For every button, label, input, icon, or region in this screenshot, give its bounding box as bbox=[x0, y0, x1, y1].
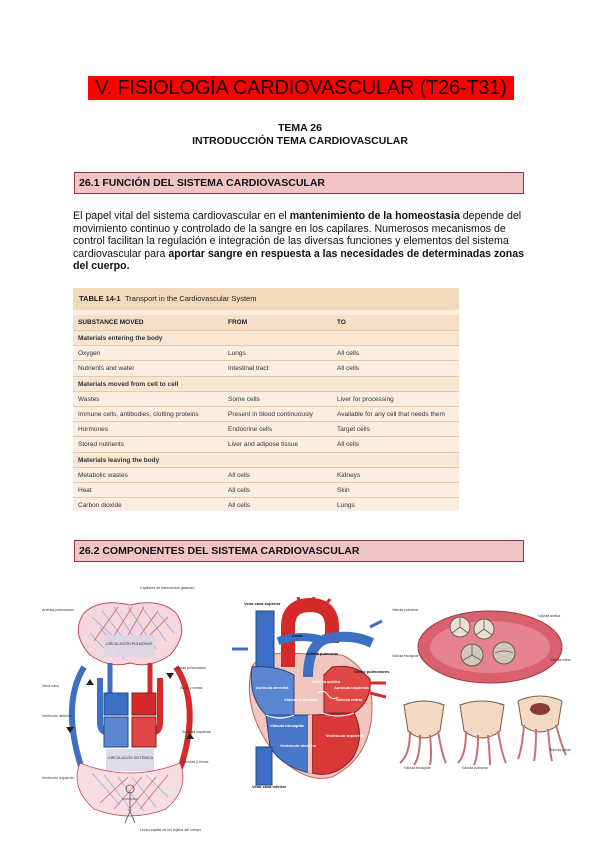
label-valvula-mitral: Válvula mitral bbox=[550, 658, 571, 662]
table-row bbox=[73, 361, 459, 376]
table-group-row bbox=[73, 331, 459, 346]
table-caption: Transport in the Cardiovascular System bbox=[125, 294, 257, 303]
table-cell: Liver for processing bbox=[337, 395, 394, 403]
label-auricula-der: Aurícula derecha bbox=[256, 685, 289, 690]
heart-anatomy-diagram bbox=[222, 597, 390, 790]
table-cell: Available for any cell that needs them bbox=[337, 411, 445, 418]
table-cell: Kidneys bbox=[337, 471, 361, 479]
table-cell: Heat bbox=[78, 487, 92, 494]
label-ventriculo-der: Ventrículo derecho bbox=[42, 714, 72, 718]
table-cell: Skin bbox=[337, 487, 350, 494]
table-cell: Carbon dioxide bbox=[78, 502, 122, 510]
mitral-valve bbox=[493, 642, 515, 664]
paragraph-bold: aportar sangre en respuesta a las necesidades de determinadas zonas del cuerpo. bbox=[73, 247, 525, 273]
label-auricula-izq: Aurícula izquierda bbox=[334, 685, 369, 690]
label-ventriculo-izq: Ventrículo izquierdo bbox=[42, 776, 74, 780]
table-cell: Materials moved from cell to cell bbox=[78, 380, 179, 388]
table-cell: FROM bbox=[228, 319, 248, 326]
intro-paragraph bbox=[73, 210, 529, 273]
table-title-bar bbox=[73, 288, 459, 310]
document-title: V. FISIOLOGÍA CARDIOVASCULAR (T26-T31) bbox=[88, 76, 514, 100]
caption-valve-3: Válvula mitral bbox=[550, 748, 571, 752]
label-valvula-mitral: Válvula mitral bbox=[336, 697, 363, 702]
label-auricula-izq: Aurícula izquierda bbox=[182, 730, 211, 734]
table-row bbox=[73, 498, 459, 513]
label-venulas: Vénulas y venas bbox=[182, 760, 209, 764]
aortic-valve bbox=[474, 619, 494, 639]
pulmonary-valve bbox=[450, 617, 470, 637]
label-venas-pulmonares: Venas pulmonares bbox=[354, 669, 390, 674]
table-cell: All cells bbox=[337, 350, 360, 358]
caption-valve-2: Válvula pulmonar bbox=[462, 766, 489, 770]
paragraph-bold: mantenimiento de la homeostasia bbox=[289, 210, 460, 222]
tema-subtitle: INTRODUCCIÓN TEMA CARDIOVASCULAR bbox=[192, 135, 408, 147]
table-cell: Stored nutrients bbox=[78, 441, 124, 449]
table-row bbox=[73, 468, 459, 483]
table-cell: Intestinal tract bbox=[228, 365, 269, 373]
label-valvula-pulmonar: Válvula pulmonar bbox=[284, 697, 318, 702]
label-ventriculo-der: Ventrículo derecho bbox=[280, 743, 317, 748]
circulation-diagram bbox=[40, 583, 220, 835]
table-cell: Immune cells, antibodies, clotting proteins bbox=[78, 411, 199, 418]
label-venas-pulmonares: Venas pulmonares bbox=[176, 666, 206, 670]
table-cell: Nutrients and water bbox=[78, 365, 135, 373]
table-cell: TO bbox=[337, 319, 346, 326]
label-valvula-aortica: Válvula aórtica bbox=[538, 614, 561, 618]
table-number: TABLE 14-1 bbox=[79, 294, 121, 303]
label-vena-cava-inf: Vena cava inferior bbox=[252, 784, 287, 789]
table-row bbox=[73, 346, 459, 361]
table-cell: All cells bbox=[228, 502, 251, 510]
table-cell: Oxygen bbox=[78, 350, 101, 358]
paragraph-text: El papel vital del sistema cardiovascular en el bbox=[73, 210, 290, 222]
section-heading-componentes: 26.2 COMPONENTES DEL SISTEMA CARDIOVASCULAR bbox=[74, 540, 524, 562]
label-circ-pulmonar: CIRCULACIÓN PULMONAR bbox=[106, 642, 153, 646]
paragraph-text: depende del movimiento continuo y controlado de la sangre en los capilares. Numerosos mecanismos de control facilitan la regulación e integración de las diversas funciones y elementos del sistema cardiovascular para bbox=[73, 210, 522, 260]
label-aorta: Aorta bbox=[292, 633, 303, 638]
table-cell: Materials entering the body bbox=[78, 335, 163, 342]
label-valvula-tricuspide: Válvula tricúspide bbox=[392, 654, 419, 658]
table-row bbox=[73, 392, 459, 407]
table-row bbox=[73, 483, 459, 498]
table-row bbox=[73, 422, 459, 437]
table-cell: Some cells bbox=[228, 395, 260, 403]
table-group-row bbox=[73, 377, 459, 392]
table-cell: All cells bbox=[228, 487, 251, 494]
table-cell: Endocrine cells bbox=[228, 426, 273, 434]
label-circ-sistemica: CIRCULACIÓN SISTÉMICA bbox=[108, 756, 154, 760]
tema-number: TEMA 26 bbox=[278, 122, 322, 134]
table-cell: Materials leaving the body bbox=[78, 456, 160, 464]
transport-table bbox=[73, 288, 459, 511]
label-aorta: Aorta y ramas bbox=[180, 686, 203, 690]
caption-valve-1: Válvula tricúspide bbox=[404, 766, 431, 770]
label-valvula-aortica: Válvula aórtica bbox=[312, 679, 341, 684]
table-cell: SUBSTANCE MOVED bbox=[78, 319, 144, 326]
label-bottom-note: Lecho capilar de los tejidos del cuerpo bbox=[140, 828, 202, 832]
label-ventriculo-izq: Ventrículo izquierdo bbox=[326, 733, 365, 738]
table-header-row bbox=[73, 315, 459, 330]
heart-valves-diagram bbox=[390, 605, 590, 771]
table-group-row bbox=[73, 453, 459, 468]
label-valvula-pulmonar: Válvula pulmonar bbox=[392, 608, 419, 612]
table-cell: All cells bbox=[228, 471, 251, 479]
label-vena-cava-sup: Vena cava superior bbox=[244, 601, 281, 606]
table-cell: Lungs bbox=[337, 502, 355, 510]
label-valvula-tricuspide: Válvula tricúspide bbox=[270, 723, 305, 728]
label-vena-cava: Vena cava bbox=[42, 684, 59, 688]
label-arterias-pulmonares: Arterias pulmonares bbox=[42, 608, 75, 612]
table-cell: Metabolic wastes bbox=[78, 471, 128, 479]
table-row bbox=[73, 437, 459, 452]
label-arteria-pulmonar: Arteria pulmonar bbox=[306, 651, 339, 656]
table-cell: Liver and adipose tissue bbox=[228, 441, 299, 449]
table-cell: Target cells bbox=[337, 426, 370, 434]
table-row bbox=[73, 407, 459, 422]
table-cell: Present in blood continuously bbox=[228, 411, 313, 418]
table-cell: All cells bbox=[337, 365, 360, 373]
section-heading-funcion: 26.1 FUNCIÓN DEL SISTEMA CARDIOVASCULAR bbox=[74, 172, 524, 194]
table-cell: Lungs bbox=[228, 350, 246, 358]
table-cell: Wastes bbox=[78, 395, 100, 403]
tricuspid-valve bbox=[461, 644, 483, 666]
label-top-note: Capilares de intercambio gaseoso bbox=[140, 586, 195, 590]
table-cell: All cells bbox=[337, 441, 360, 449]
table-cell: Hormones bbox=[78, 426, 108, 434]
